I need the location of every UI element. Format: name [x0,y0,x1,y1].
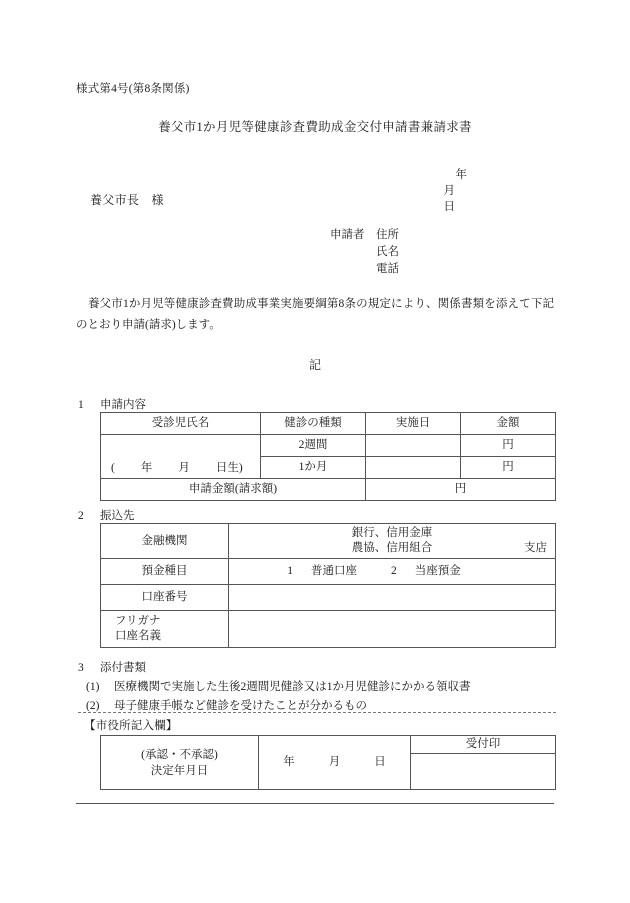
bank-institution-label: 金融機関 [101,524,229,559]
amount-1month-unit[interactable]: 円 [461,457,556,479]
dob-month-label: 月 [178,462,190,474]
table-row [101,611,556,648]
table-row [101,479,556,501]
decision-date-label [101,736,259,790]
table-row [101,585,556,611]
checkup-date-1month-input[interactable] [366,457,461,479]
bank-branch-label: 支店 [524,542,547,554]
section-2-heading [78,507,135,523]
account-holder-kana-label: フリガナ [115,615,161,627]
receipt-stamp-header: 受付印 [411,736,556,754]
deposit-type-label: 預金種目 [101,559,229,585]
dob-day-label: 日生) [215,462,243,474]
section-3-heading [78,659,146,675]
attachment-2-text: 母子健康手帳など健診を受けたことが分かるもの [114,700,367,712]
deposit-option-1-label[interactable]: 普通口座 [311,565,357,577]
applicant-heading: 申請者 [330,229,365,241]
total-amount-unit[interactable]: 円 [366,479,556,501]
checkup-type-1month: 1か月 [261,457,366,479]
footer-rule [76,803,554,804]
table-row [101,413,556,435]
addressee: 養父市長 様 [90,193,164,207]
child-name-input-cell[interactable] [101,435,261,479]
account-holder-label [101,611,229,648]
bank-transfer-table [100,523,556,648]
section-3-title: 添付書類 [100,662,146,674]
table-row [101,435,556,457]
list-item [86,697,471,716]
date-day-label: 日 [443,201,455,213]
account-number-input[interactable] [229,585,556,611]
checkup-type-2weeks: 2週間 [261,435,366,457]
date-month-label: 月 [443,185,455,197]
total-amount-label: 申請金額(請求額) [101,479,366,501]
application-content-table [100,412,556,501]
office-use-table [100,735,556,790]
applicant-row-phone [330,261,399,278]
ki-mark: 記 [308,358,321,372]
applicant-name-label: 氏名 [376,246,399,258]
decision-date-text: 決定年月日 [150,764,209,777]
applicant-address-label: 住所 [376,229,399,241]
deposit-option-2-number: 2 [391,565,397,577]
attachment-2-mark: (2) [86,700,100,712]
section-2-number: 2 [78,510,84,522]
deposit-option-2-label[interactable]: 当座預金 [414,565,461,577]
bank-type-line-1: 銀行、信用金庫 [351,527,433,539]
header-child-name: 受診児氏名 [101,413,261,435]
decision-month-label: 月 [328,756,341,768]
bank-institution-input[interactable] [229,524,556,559]
header-checkup-date: 実施日 [366,413,461,435]
body-paragraph-text: 養父市1か月児等健康診査費助成事業実施要綱第8条の規定により、関係書類を添えて下記のとおり申請(請求)します。 [76,298,554,331]
decision-year-label: 年 [283,756,295,768]
date-year-label: 年 [455,169,467,181]
bank-type-line-2: 農協、信用組合 [351,542,433,554]
receipt-stamp-box[interactable] [411,754,556,790]
document-title: 養父市1か月児等健康診査費助成金交付申請書兼請求書 [158,120,472,134]
dob-open-paren: ( [111,462,115,474]
table-row [101,524,556,559]
decision-approval-label: (承認・不承認) [141,748,218,761]
amount-2weeks-unit[interactable]: 円 [461,435,556,457]
attachment-1-mark: (1) [86,681,100,693]
applicant-block [330,227,399,278]
checkup-date-2weeks-input[interactable] [366,435,461,457]
account-number-label: 口座番号 [101,585,229,611]
section-2-title: 振込先 [100,510,135,522]
section-3-number: 3 [78,662,84,674]
deposit-option-1-number: 1 [287,565,293,577]
form-number: 様式第4号(第8条関係) [76,83,190,95]
submission-date-line [400,154,570,226]
cut-line-divider [78,712,556,713]
list-item [86,678,471,697]
deposit-type-options[interactable] [229,559,556,585]
section-1-number: 1 [78,399,84,411]
section-1-heading [78,396,146,412]
applicant-phone-label: 電話 [376,263,399,275]
attachment-list [86,678,471,716]
decision-date-input[interactable] [259,736,411,790]
attachment-1-text: 医療機関で実施した生後2週間児健診又は1か月児健診にかかる領収書 [114,681,471,693]
body-paragraph [76,294,554,336]
account-holder-input[interactable] [229,611,556,648]
header-checkup-type: 健診の種類 [261,413,366,435]
table-row [101,559,556,585]
applicant-row-name [330,244,399,261]
table-row [101,736,556,754]
decision-day-label: 日 [374,756,386,768]
header-amount: 金額 [461,413,556,435]
applicant-row-address [330,227,399,244]
account-holder-name-label: 口座名義 [115,630,161,642]
dob-year-label: 年 [140,462,153,474]
office-use-label: 【市役所記入欄】 [84,720,178,732]
section-1-title: 申請内容 [100,399,146,411]
